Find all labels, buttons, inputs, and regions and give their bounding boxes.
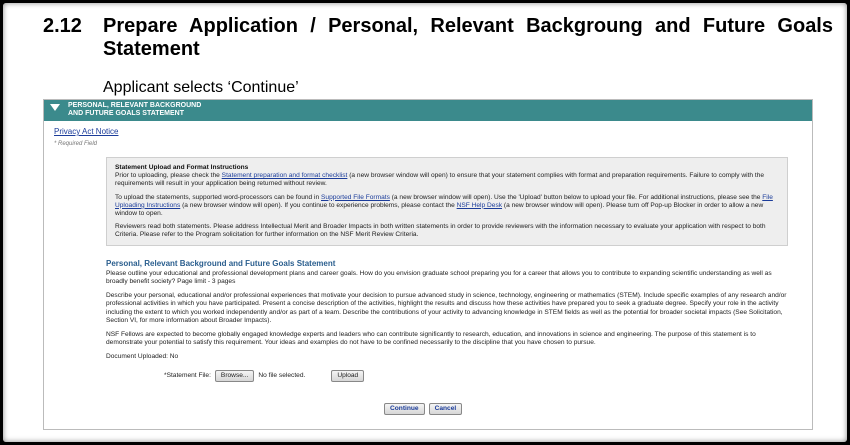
text: (a new browser window will open). Please turn off Pop-up Blocker in order to allow a new window to open.: [115, 201, 764, 218]
supported-formats-link[interactable]: Supported File Formats: [321, 193, 390, 201]
continue-button[interactable]: Continue: [384, 403, 425, 415]
form-actions: [384, 403, 462, 415]
instructions-paragraph-2: [115, 194, 781, 219]
text: Prior to uploading, please check the: [115, 172, 222, 180]
text: To upload the statements, supported word-processors can be found in: [115, 193, 321, 201]
browse-button[interactable]: Browse...: [215, 370, 254, 382]
file-status: No file selected.: [258, 372, 306, 380]
statement-paragraph-2: Describe your personal, educational and/or professional experiences that motivate your decision to pursue advanced study in science, technology, engineering or mathematics (STEM). Include specific examples of any research and/or professional activities in which you have participated. Present a concise description of the activities, highlight the results and discuss how these activities have prepared you to seek a graduate degree. Specify your role in the activity including the extent to which you worked independently and/or as part of a team. Describe the contributions of your activity to advancing knowledge in STEM fields as well as the potential for broader societal impacts (See Solicitation, Section VI, for more information about Broader Impacts).: [106, 292, 787, 324]
privacy-act-link[interactable]: Privacy Act Notice: [54, 127, 119, 136]
statement-paragraph-1: Please outline your educational and professional development plans and career goals. How do you envision graduate school preparing you for a career that allows you to contribute to expanding scientific understanding as well as broadly benefit society? Page limit - 3 pages: [106, 269, 772, 286]
instructions-box: [106, 157, 788, 246]
format-checklist-link[interactable]: Statement preparation and format checklist: [221, 172, 348, 180]
slide-heading: [43, 15, 833, 61]
statement-file-label: *Statement File:: [164, 372, 211, 380]
required-field-note: * Required Field: [54, 141, 98, 147]
statement-section-title: Personal, Relevant Background and Future Goals Statement: [106, 258, 336, 268]
section-title: Prepare Application / Personal, Relevant Backgroung and Future Goals Statement: [103, 15, 833, 60]
instructions-paragraph-3: Reviewers read both statements. Please address Intellectual Merit and Broader Impacts in both written statements in order to provide reviewers with the information necessary to evaluate your application with respect to both Criteria. Please refer to the Program solicitation for further information on the NSF Merit Review Criteria.: [115, 223, 766, 239]
header-line-1: PERSONAL, RELEVANT BACKGROUND: [68, 102, 202, 109]
text: (a new browser window will open). Use the 'Upload' button below to upload your file. For additional instructions, please see the: [389, 193, 763, 201]
triangle-down-icon[interactable]: [50, 104, 60, 111]
upload-row: [164, 370, 812, 382]
document-uploaded-status: Document Uploaded: No: [106, 353, 179, 361]
slide: [3, 3, 847, 442]
instruction-text: Applicant selects ‘Continue’: [103, 79, 299, 96]
application-screenshot: [43, 99, 813, 430]
instructions-title: Statement Upload and Format Instructions: [115, 164, 249, 171]
text: (a new browser window will open). If you continue to experience problems, please contact the: [180, 201, 457, 209]
cancel-button[interactable]: Cancel: [429, 403, 463, 415]
section-header-bar[interactable]: [44, 100, 812, 121]
help-desk-link[interactable]: NSF Help Desk: [456, 201, 503, 209]
section-number: 2.12: [43, 15, 82, 37]
instructions-paragraph-1: [115, 172, 781, 188]
uploading-instructions-link[interactable]: File Uploading Instructions: [115, 193, 773, 209]
statement-paragraph-3: NSF Fellows are expected to become globally engaged knowledge experts and leaders who can contribute significantly to research, education, and innovations in science and engineering. The purpose of this statement is to demonstrate your potential to satisfy this requirement. Your ideas and examples do not have to be confined necessarily to the discipline that you have chosen to pursue.: [106, 331, 756, 347]
upload-button[interactable]: Upload: [331, 370, 364, 382]
statement-section: [106, 260, 788, 362]
header-line-2: AND FUTURE GOALS STATEMENT: [68, 110, 185, 117]
text: (a new browser window will open) to ensure that your statement complies with format and preparation requirements. Failure to comply with the requirements will result in your application being returned without review.: [115, 172, 765, 188]
